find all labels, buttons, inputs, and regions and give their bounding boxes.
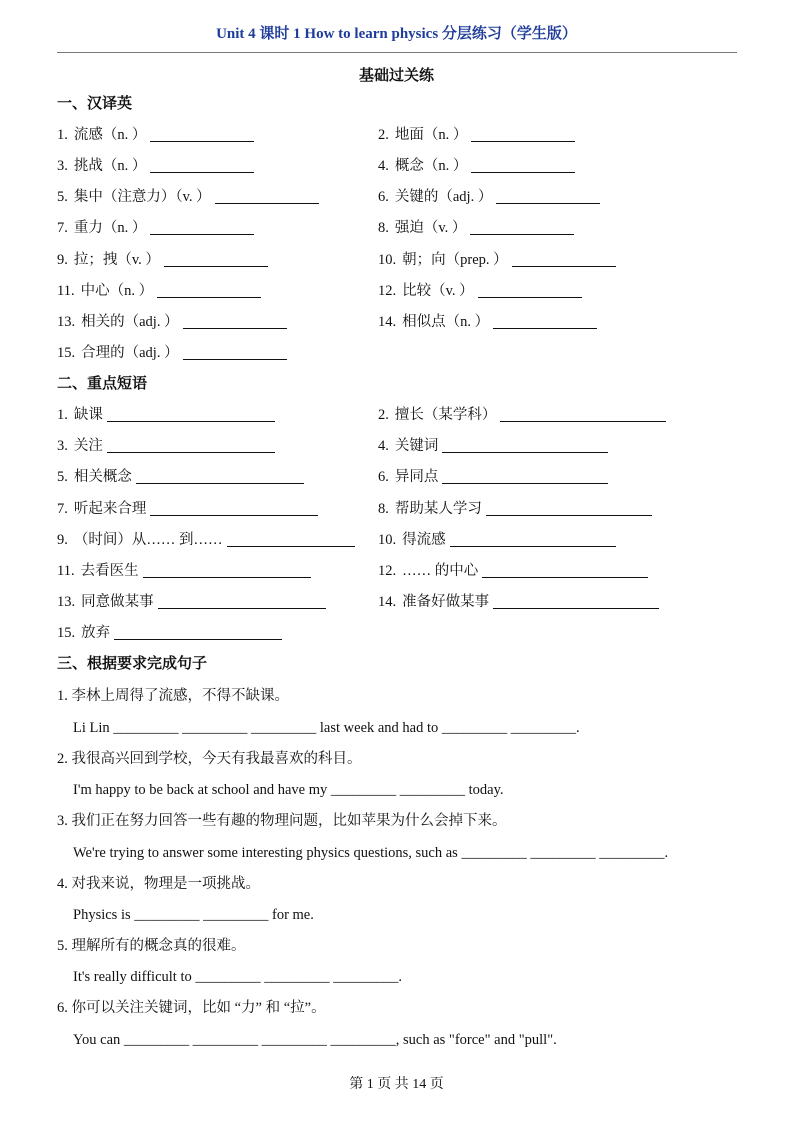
item-text: 流感（n. ） <box>73 127 147 143</box>
item-number: 11. <box>57 283 75 299</box>
item-number: 7. <box>57 501 68 517</box>
list-item <box>378 405 666 425</box>
item-text: 相似点（n. ） <box>402 314 490 330</box>
answer-blank[interactable] <box>183 313 287 329</box>
item-text: 异同点 <box>394 469 439 485</box>
list-item <box>378 312 597 332</box>
sentence-prompt: 1. 李林上周得了流感，不得不缺课。 <box>57 688 289 704</box>
item-number: 5. <box>57 189 68 205</box>
item-text: 同意做某事 <box>81 594 154 610</box>
item-number: 4. <box>378 158 389 174</box>
item-text: 合理的（adj. ） <box>81 345 179 361</box>
item-text: 缺课 <box>73 407 103 423</box>
answer-blank[interactable] <box>150 219 254 235</box>
sentence-prompt: 4. 对我来说，物理是一项挑战。 <box>57 876 260 892</box>
item-number: 4. <box>378 438 389 454</box>
item-number: 15. <box>57 345 76 361</box>
list-item <box>378 281 582 301</box>
item-number: 2. <box>378 127 389 143</box>
item-number: 6. <box>378 469 389 485</box>
item-text: （时间）从…… 到…… <box>73 532 223 548</box>
list-item <box>57 343 287 363</box>
item-text: 放弃 <box>81 625 111 641</box>
item-text: 朝；向（prep. ） <box>402 252 508 268</box>
list-item <box>57 187 319 207</box>
answer-blank[interactable] <box>114 624 282 640</box>
answer-blank[interactable] <box>442 437 608 453</box>
list-item <box>57 436 275 456</box>
sentence-answer-line[interactable]: It's really difficult to _________ _________ _________. <box>73 969 402 985</box>
section-heading: 三、根据要求完成句子 <box>57 656 208 672</box>
item-number: 9. <box>57 252 68 268</box>
answer-blank[interactable] <box>442 468 608 484</box>
item-number: 5. <box>57 469 68 485</box>
sentence-answer-line[interactable]: We're trying to answer some interesting physics questions, such as _________ _________ _________. <box>73 845 669 861</box>
item-number: 8. <box>378 501 389 517</box>
list-item <box>378 218 574 238</box>
sentence-answer-line[interactable]: Li Lin _________ _________ _________ last week and had to _________ _________. <box>73 720 580 736</box>
item-number: 1. <box>57 407 68 423</box>
list-item <box>378 250 616 270</box>
list-item <box>57 467 304 487</box>
item-text: 比较（v. ） <box>402 283 474 299</box>
item-number: 2. <box>378 407 389 423</box>
item-text: 相关的（adj. ） <box>81 314 179 330</box>
item-number: 14. <box>378 594 397 610</box>
item-text: 擅长（某学科） <box>394 407 497 423</box>
page-title: 基础过关练 <box>358 68 434 84</box>
sentence-prompt: 5. 理解所有的概念真的很难。 <box>57 938 246 954</box>
list-item <box>57 405 275 425</box>
answer-blank[interactable] <box>150 126 254 142</box>
answer-blank[interactable] <box>470 219 574 235</box>
item-text: 关键词 <box>394 438 439 454</box>
answer-blank[interactable] <box>164 251 268 267</box>
list-item <box>378 187 600 207</box>
item-number: 11. <box>57 563 75 579</box>
item-text: 拉；拽（v. ） <box>73 252 160 268</box>
list-item <box>57 125 254 145</box>
page-header: Unit 4 课时 1 How to learn physics 分层练习（学生版） <box>216 26 577 42</box>
answer-blank[interactable] <box>183 344 287 360</box>
item-text: 地面（n. ） <box>394 127 468 143</box>
item-text: 得流感 <box>402 532 446 548</box>
answer-blank[interactable] <box>150 500 318 516</box>
sentence-answer-line[interactable]: I'm happy to be back at school and have my _________ _________ today. <box>73 782 504 798</box>
answer-blank[interactable] <box>158 593 326 609</box>
item-text: 重力（n. ） <box>73 220 147 236</box>
item-text: 集中（注意力）（v. ） <box>73 189 211 205</box>
list-item <box>378 436 608 456</box>
list-item <box>378 125 575 145</box>
answer-blank[interactable] <box>136 468 304 484</box>
item-text: 挑战（n. ） <box>73 158 147 174</box>
item-text: 帮助某人学习 <box>394 501 482 517</box>
list-item <box>378 156 575 176</box>
list-item <box>378 499 652 519</box>
item-text: 去看医生 <box>80 563 139 579</box>
answer-blank[interactable] <box>143 562 311 578</box>
list-item <box>57 530 355 550</box>
sentence-prompt: 2. 我很高兴回到学校，今天有我最喜欢的科目。 <box>57 751 362 767</box>
page-footer: 第 1 页 共 14 页 <box>349 1077 444 1092</box>
answer-blank[interactable] <box>471 157 575 173</box>
answer-blank[interactable] <box>107 406 275 422</box>
answer-blank[interactable] <box>150 157 254 173</box>
list-item <box>57 250 268 270</box>
answer-blank[interactable] <box>227 531 355 547</box>
item-number: 15. <box>57 625 76 641</box>
answer-blank[interactable] <box>493 313 597 329</box>
answer-blank[interactable] <box>482 562 648 578</box>
item-number: 1. <box>57 127 68 143</box>
item-number: 13. <box>57 594 76 610</box>
item-number: 9. <box>57 532 68 548</box>
answer-blank[interactable] <box>478 282 582 298</box>
item-text: 强迫（v. ） <box>394 220 467 236</box>
list-item <box>57 218 254 238</box>
item-number: 8. <box>378 220 389 236</box>
item-number: 3. <box>57 438 68 454</box>
answer-blank[interactable] <box>471 126 575 142</box>
item-number: 10. <box>378 252 397 268</box>
answer-blank[interactable] <box>500 406 666 422</box>
sentence-answer-line[interactable]: Physics is _________ _________ for me. <box>73 907 314 923</box>
answer-blank[interactable] <box>512 251 616 267</box>
list-item <box>57 499 318 519</box>
item-text: …… 的中心 <box>402 563 479 579</box>
item-text: 准备好做某事 <box>402 594 490 610</box>
answer-blank[interactable] <box>493 593 659 609</box>
list-item <box>57 592 326 612</box>
sentence-prompt: 6. 你可以关注关键词，比如 “力” 和 “拉”。 <box>57 1000 326 1016</box>
list-item <box>378 561 648 581</box>
sentence-answer-line[interactable]: You can _________ _________ _________ _________, such as "force" and "pull". <box>73 1032 557 1048</box>
section-heading: 一、汉译英 <box>57 96 133 112</box>
sentence-prompt: 3. 我们正在努力回答一些有趣的物理问题，比如苹果为什么会掉下来。 <box>57 813 507 829</box>
item-text: 中心（n. ） <box>80 283 154 299</box>
answer-blank[interactable] <box>215 188 319 204</box>
section-heading: 二、重点短语 <box>57 376 148 392</box>
item-text: 关键的（adj. ） <box>394 189 493 205</box>
list-item <box>57 312 287 332</box>
answer-blank[interactable] <box>496 188 600 204</box>
answer-blank[interactable] <box>450 531 616 547</box>
header-divider <box>57 52 737 53</box>
list-item <box>57 561 311 581</box>
item-text: 概念（n. ） <box>394 158 468 174</box>
list-item <box>378 467 608 487</box>
item-text: 相关概念 <box>73 469 132 485</box>
answer-blank[interactable] <box>486 500 652 516</box>
answer-blank[interactable] <box>157 282 261 298</box>
item-number: 3. <box>57 158 68 174</box>
item-number: 12. <box>378 563 397 579</box>
item-text: 关注 <box>73 438 103 454</box>
list-item <box>57 623 282 643</box>
item-number: 6. <box>378 189 389 205</box>
item-number: 14. <box>378 314 397 330</box>
item-number: 10. <box>378 532 397 548</box>
list-item <box>57 156 254 176</box>
item-number: 7. <box>57 220 68 236</box>
list-item <box>378 530 616 550</box>
item-text: 听起来合理 <box>73 501 147 517</box>
list-item <box>57 281 261 301</box>
answer-blank[interactable] <box>107 437 275 453</box>
item-number: 12. <box>378 283 397 299</box>
list-item <box>378 592 659 612</box>
item-number: 13. <box>57 314 76 330</box>
